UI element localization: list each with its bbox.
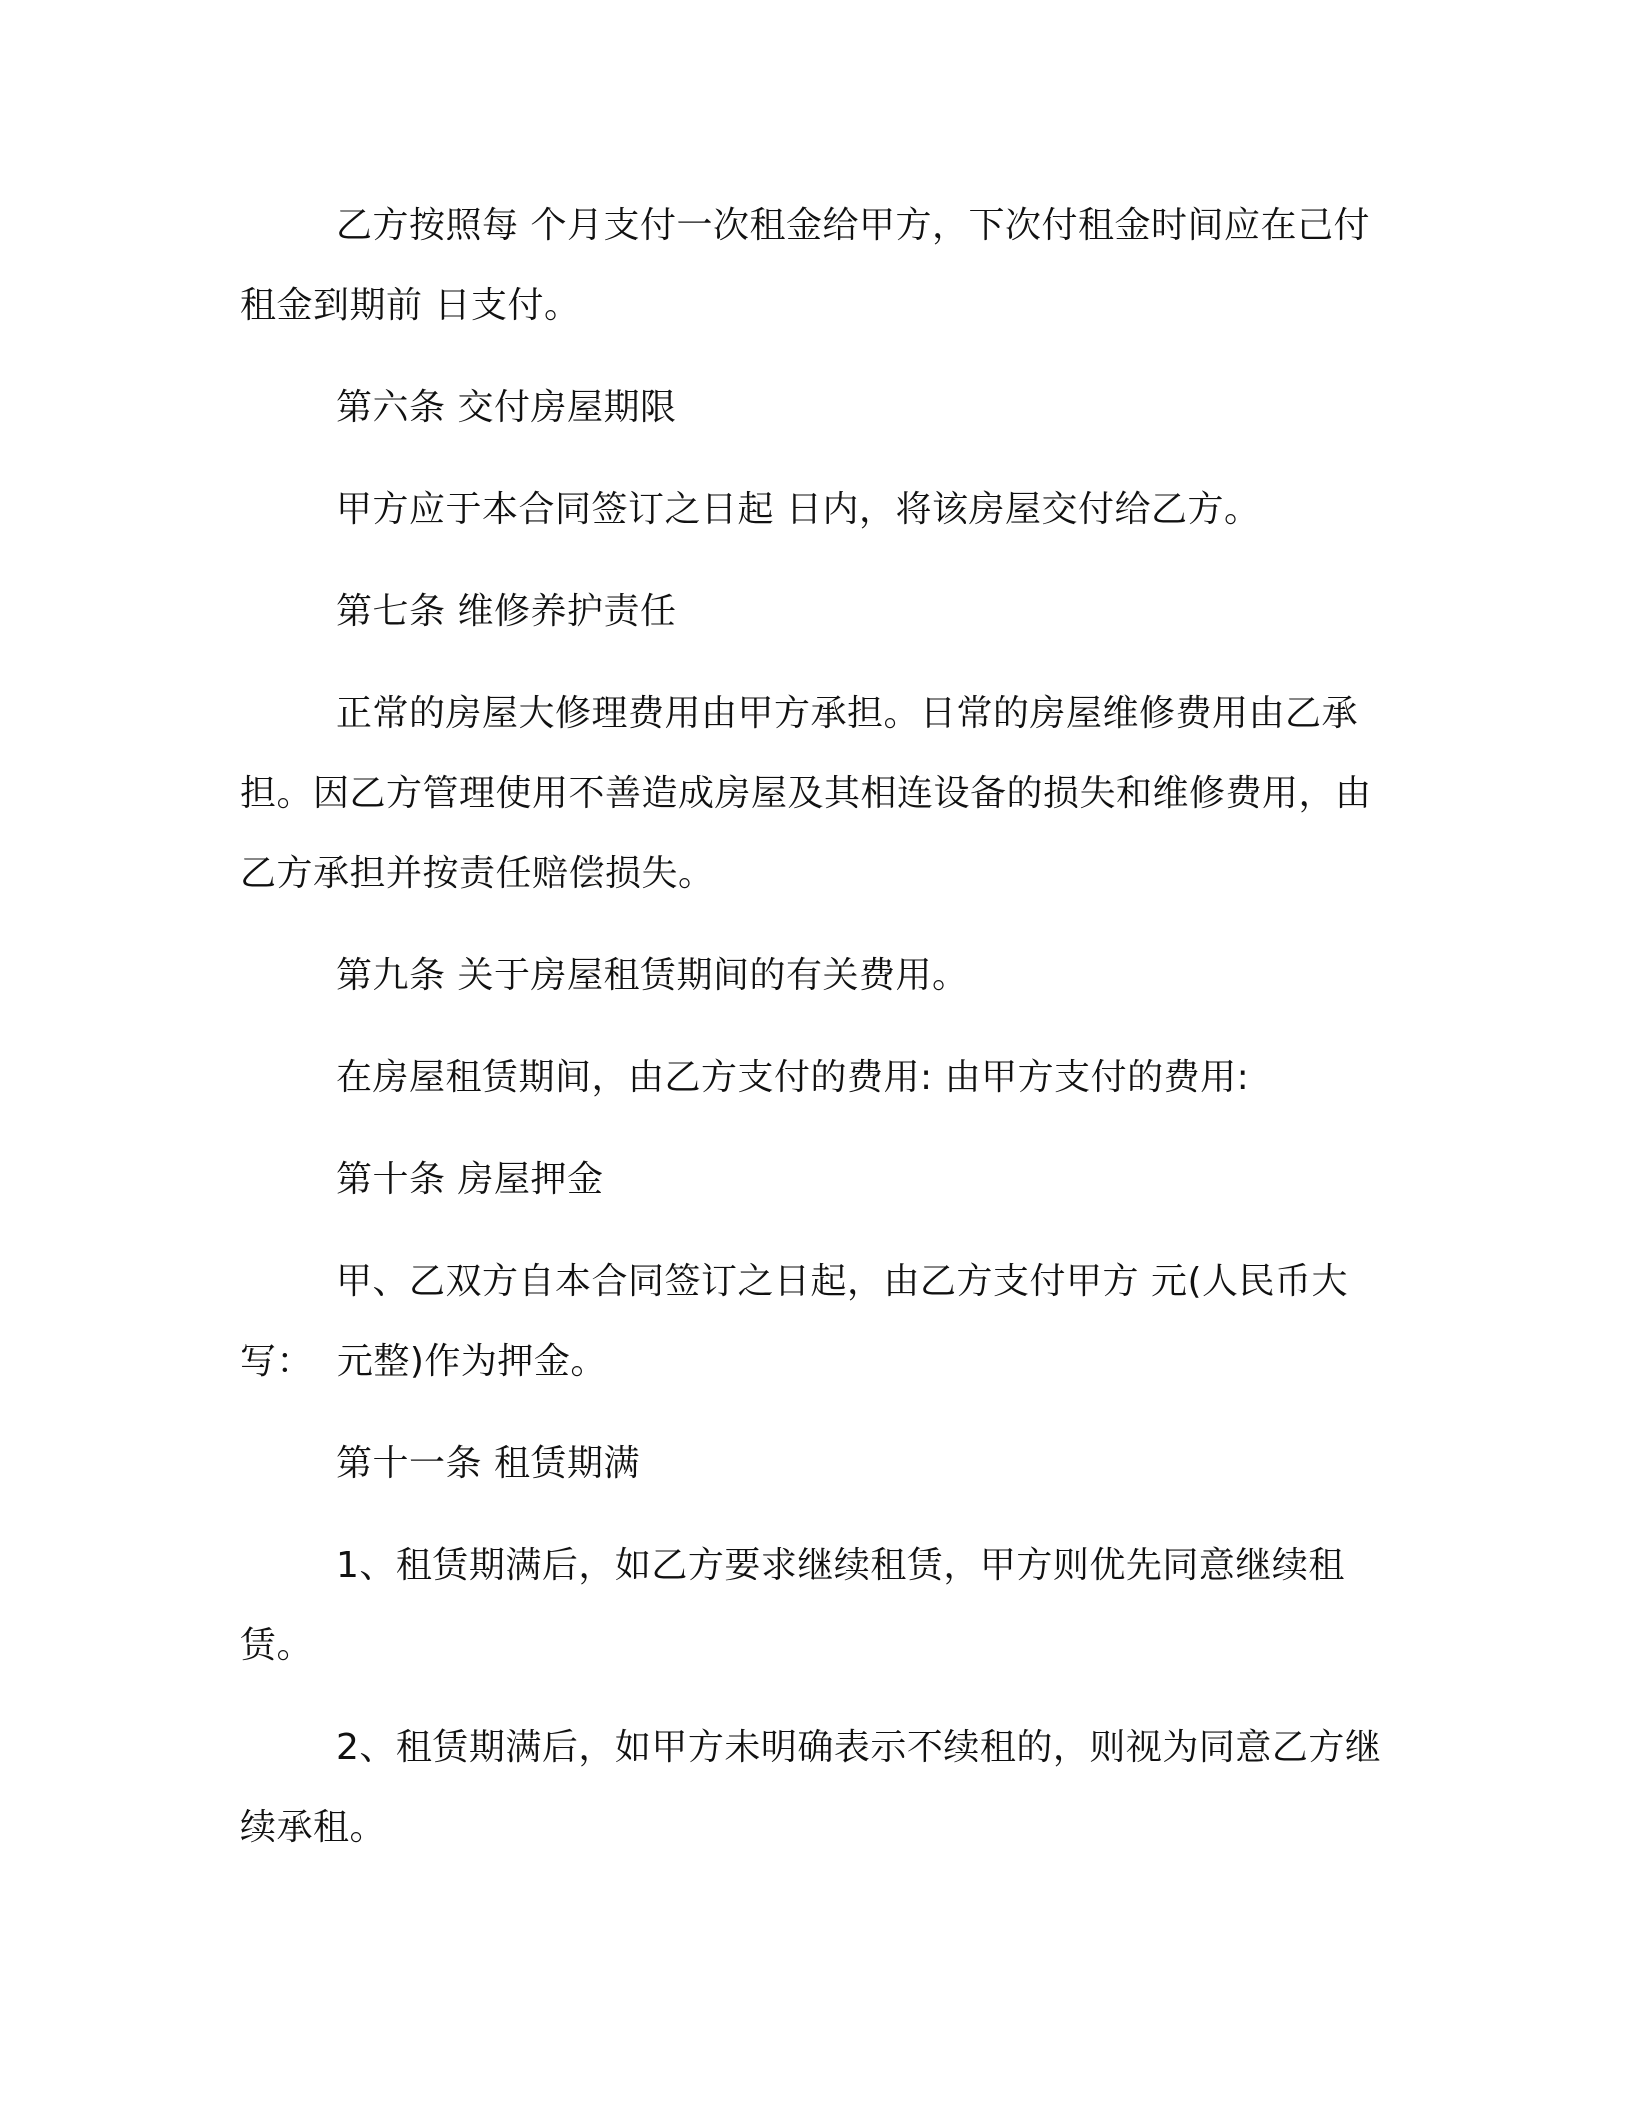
heading-article-9: 第九条 关于房屋租赁期间的有关费用。 — [336, 955, 969, 996]
heading-article-6: 第六条 交付房屋期限 — [336, 387, 677, 428]
document-body — [240, 186, 1404, 1890]
paragraph-fees: 在房屋租赁期间，由乙方支付的费用: 由甲方支付的费用: — [336, 1057, 1250, 1098]
paragraph-lease-renewal-1: 1、租赁期满后，如乙方要求继续租赁，甲方则优先同意继续租赁。 — [240, 1545, 1345, 1666]
paragraph-delivery-deadline: 甲方应于本合同签订之日起 日内，将该房屋交付给乙方。 — [336, 489, 1261, 530]
heading-article-7: 第七条 维修养护责任 — [336, 591, 677, 632]
heading-article-10: 第十条 房屋押金 — [336, 1159, 604, 1200]
paragraph-maintenance: 正常的房屋大修理费用由甲方承担。日常的房屋维修费用由乙承担。因乙方管理使用不善造成房屋及其相连设备的损失和维修费用，由乙方承担并按责任赔偿损失。 — [240, 693, 1372, 894]
heading-article-11: 第十一条 租赁期满 — [336, 1443, 640, 1484]
paragraph-deposit: 甲、乙双方自本合同签订之日起，由乙方支付甲方 元(人民币大写： 元整)作为押金。 — [240, 1261, 1348, 1382]
paragraph-rent-payment: 乙方按照每 个月支付一次租金给甲方，下次付租金时间应在己付租金到期前 日支付。 — [240, 205, 1370, 326]
paragraph-lease-renewal-2: 2、租赁期满后，如甲方未明确表示不续租的，则视为同意乙方继续承租。 — [240, 1727, 1382, 1848]
